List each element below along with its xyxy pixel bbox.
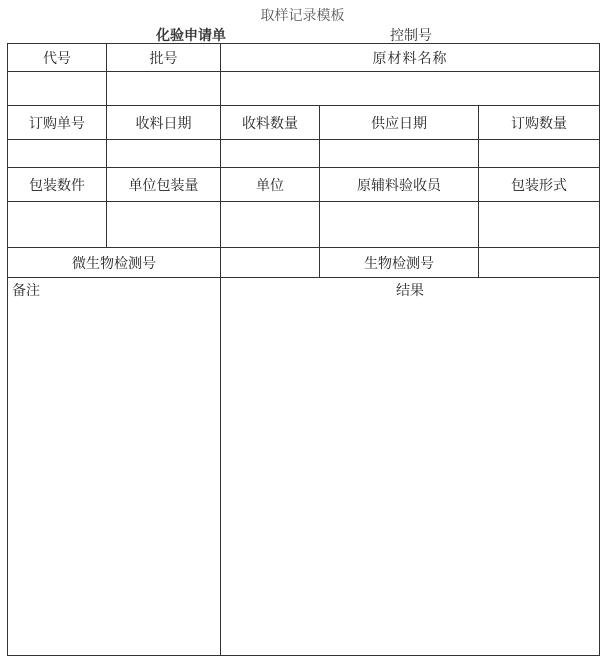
material-inspector-field[interactable] (320, 202, 479, 248)
receive-date-label: 收料日期 (107, 106, 221, 140)
table-row (8, 248, 600, 278)
form-title: 化验申请单 (156, 28, 226, 44)
package-form-label: 包装形式 (479, 168, 600, 202)
table-row (8, 202, 600, 248)
batch-number-field[interactable] (107, 72, 221, 106)
package-count-field[interactable] (8, 202, 107, 248)
table-row (8, 106, 600, 140)
biological-test-number-field[interactable] (479, 248, 600, 278)
code-label: 代号 (8, 44, 107, 72)
remarks-label: 备注 (12, 283, 40, 299)
request-form-table (7, 43, 600, 656)
unit-package-quantity-label: 单位包装量 (107, 168, 221, 202)
order-number-field[interactable] (8, 140, 107, 168)
order-quantity-field[interactable] (479, 140, 600, 168)
batch-number-label: 批号 (107, 44, 221, 72)
supply-date-label: 供应日期 (320, 106, 479, 140)
order-quantity-label: 订购数量 (479, 106, 600, 140)
unit-package-quantity-field[interactable] (107, 202, 221, 248)
material-inspector-label: 原辅料验收员 (320, 168, 479, 202)
microbial-test-number-field[interactable] (221, 248, 320, 278)
result-field[interactable] (221, 278, 600, 656)
microbial-test-number-label: 微生物检测号 (8, 248, 221, 278)
package-form-field[interactable] (479, 202, 600, 248)
table-row (8, 44, 600, 72)
package-count-label: 包装数件 (8, 168, 107, 202)
code-field[interactable] (8, 72, 107, 106)
receive-date-field[interactable] (107, 140, 221, 168)
receive-quantity-label: 收料数量 (221, 106, 320, 140)
supply-date-field[interactable] (320, 140, 479, 168)
result-label: 结果 (396, 283, 424, 299)
unit-label: 单位 (221, 168, 320, 202)
table-row (8, 140, 600, 168)
unit-field[interactable] (221, 202, 320, 248)
document-title: 取样记录模板 (260, 8, 345, 24)
control-number-label: 控制号 (390, 28, 432, 44)
material-name-label: 原材料名称 (221, 44, 600, 72)
biological-test-number-label: 生物检测号 (320, 248, 479, 278)
receive-quantity-field[interactable] (221, 140, 320, 168)
table-row (8, 278, 600, 656)
table-row (8, 168, 600, 202)
remarks-field[interactable] (8, 278, 221, 656)
order-number-label: 订购单号 (8, 106, 107, 140)
material-name-field[interactable] (221, 72, 600, 106)
table-row (8, 72, 600, 106)
